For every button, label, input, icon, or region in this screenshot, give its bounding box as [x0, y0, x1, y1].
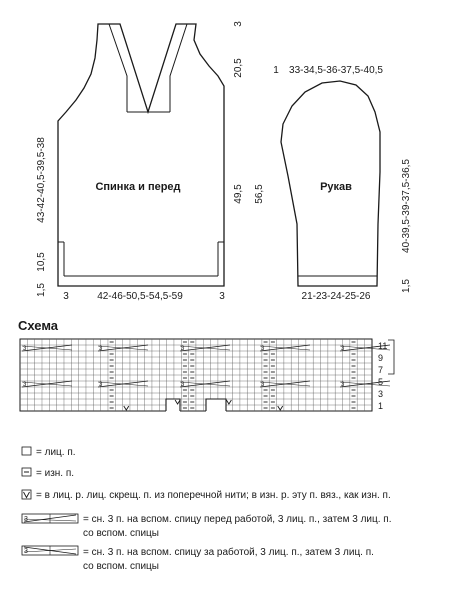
- cable-number: 3: [99, 382, 103, 388]
- cable-slash-thin: [98, 346, 148, 350]
- cable-number: 3: [341, 382, 345, 388]
- cable-slash-thin: [98, 382, 148, 386]
- cable-slash-thin: [22, 382, 72, 386]
- chart-notch: [166, 400, 180, 412]
- cable-number: 3: [261, 346, 265, 352]
- legend-cable-front-text2: со вспом. спицы: [83, 528, 159, 539]
- chart-notch: [206, 400, 226, 412]
- sleeve-title: Рукав: [320, 181, 352, 193]
- v-stitch: [124, 406, 129, 410]
- legend-cable-front-text: = сн. 3 п. на вспом. спицу перед работой, 3 лиц. п., затем 3 лиц. п.: [83, 514, 392, 525]
- v-cell-mark: [24, 492, 30, 498]
- row-number: 11: [378, 341, 388, 351]
- v-stitch: [278, 406, 283, 410]
- cable-number: 3: [181, 382, 185, 388]
- legend: [22, 447, 392, 572]
- cable-front-number: 3: [24, 516, 28, 523]
- cable-slash-thin: [180, 346, 230, 350]
- sleeve-top-width: 33-34,5-36-37,5-40,5: [289, 65, 383, 76]
- legend-cross-text: = в лиц. р. лиц. скрещ. п. из поперечной нити; в изн. р. эту п. вяз., как изн. п.: [36, 490, 391, 501]
- sleeve-bottom-width: 21-23-24-25-26: [301, 291, 371, 302]
- body-width: 42-46-50,5-54,5-59: [97, 291, 183, 302]
- body-right-height-a: 49,5: [233, 184, 244, 204]
- v-stitch: [226, 400, 231, 404]
- stitch-chart: [20, 339, 394, 412]
- cable-back-number: 3: [24, 548, 28, 555]
- row-number: 7: [378, 365, 384, 375]
- body-outline: [58, 24, 224, 286]
- sleeve-piece: [273, 65, 412, 302]
- cable-slash-thin: [260, 346, 310, 350]
- body-neck-depth: 20,5: [233, 58, 244, 78]
- cable-slash-thin: [260, 382, 310, 386]
- schema-title: Схема: [18, 318, 59, 333]
- row-number: 5: [378, 377, 384, 387]
- legend-knit-text: = лиц. п.: [36, 447, 76, 458]
- row-number: 3: [378, 389, 384, 399]
- body-title: Спинка и перед: [95, 181, 181, 193]
- cable-number: 3: [99, 346, 103, 352]
- body-right-height-b: 56,5: [254, 184, 265, 204]
- row-number: 1: [378, 401, 384, 411]
- cable-slash-thin: [22, 346, 72, 350]
- cable-number: 3: [181, 346, 185, 352]
- body-hem-mark: 3: [63, 291, 69, 302]
- body-side-height: 43-42-40,5-39,5-38: [36, 137, 47, 223]
- sleeve-cuff-height: 1,5: [401, 279, 412, 293]
- body-piece: [36, 21, 265, 302]
- cable-slash-thin: [180, 382, 230, 386]
- row-number: 9: [378, 353, 384, 363]
- body-neck-mark: 3: [233, 21, 244, 27]
- legend-cable-back-text: = сн. 3 п. на вспом. спицу за работой, 3 лиц. п., затем 3 лиц. п.: [83, 547, 374, 558]
- sleeve-top-mark: 1: [273, 65, 279, 76]
- body-bottom-mark: 3: [219, 291, 225, 302]
- cable-number: 3: [23, 382, 27, 388]
- cable-number: 3: [23, 346, 27, 352]
- neck-band: [109, 24, 187, 112]
- sleeve-length: 40-39,5-39-37,5-36,5: [401, 159, 412, 253]
- body-hem-height: 1,5: [36, 283, 47, 297]
- body-slit-height: 10,5: [36, 252, 47, 272]
- cable-number: 3: [341, 346, 345, 352]
- legend-cable-back-text2: со вспом. спицы: [83, 561, 159, 572]
- legend-purl-text: = изн. п.: [36, 468, 75, 479]
- cable-number: 3: [261, 382, 265, 388]
- empty-cell-icon: [22, 447, 31, 455]
